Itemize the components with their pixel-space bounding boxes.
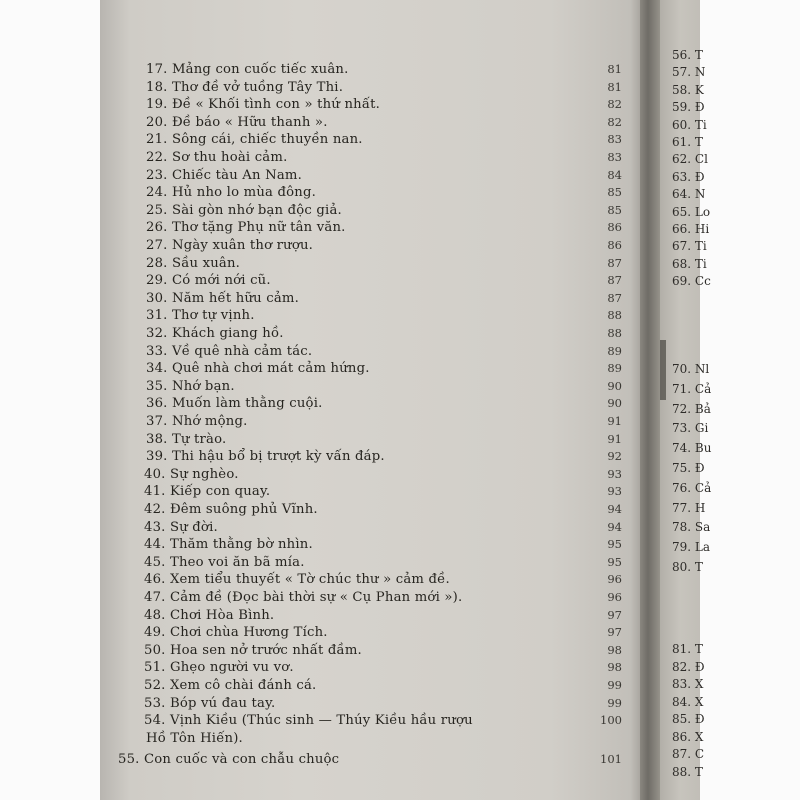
toc-entry-page-number: 91	[607, 414, 622, 428]
toc-entry-title: 34. Quê nhà chơi mát cảm hứng.	[146, 361, 370, 377]
facing-page-entry-fragment: 79. La	[672, 540, 711, 555]
toc-entry-title: Hồ Tôn Hiến).	[146, 730, 243, 746]
facing-page-entry-fragment: 71. Cả	[672, 381, 712, 396]
toc-entry-page-number: 97	[607, 625, 622, 640]
toc-entry-page-number: 89	[607, 361, 622, 376]
facing-page-entry-fragment: 58. K	[672, 82, 704, 97]
facing-page-entry-fragment: 63. Đ	[672, 169, 705, 184]
facing-page-entry-fragment: 64. N	[672, 187, 706, 202]
toc-entry-title: 39. Thi hậu bổ bị trượt kỳ vấn đáp.	[146, 449, 385, 465]
left-book-page	[100, 0, 645, 800]
book-gutter	[640, 0, 662, 800]
facing-page-entry-fragment: 80. T	[672, 560, 703, 574]
facing-page-entry-fragment: 87. C	[672, 747, 705, 761]
toc-entry-page-number: 85	[607, 185, 622, 200]
facing-page-entry-fragment: 72. Bả	[672, 401, 711, 416]
toc-entry-title: 27. Ngày xuân thơ rượu.	[146, 238, 314, 253]
toc-entry-title: 55. Con cuốc và con chẫu chuộc	[118, 752, 340, 768]
toc-entry-page-number: 85	[607, 202, 622, 217]
facing-page-entry-fragment: 73. Gi	[672, 421, 709, 436]
toc-entry-page-number: 87	[607, 290, 622, 305]
facing-page-entry-fragment: 60. Ti	[672, 117, 707, 132]
toc-entry-page-number: 89	[607, 343, 622, 358]
toc-entry-title: 17. Mảng con cuốc tiếc xuân.	[146, 62, 349, 77]
toc-entry-page-number: 84	[607, 167, 622, 182]
toc-entry-title: 24. Hủ nho lo mùa đông.	[146, 185, 316, 201]
toc-entry-title: 30. Năm hết hữu cảm.	[146, 290, 299, 306]
toc-entry-title: 48. Chơi Hòa Bình.	[144, 607, 275, 623]
toc-entry-page-number: 95	[607, 554, 622, 569]
facing-page-entry-fragment: 75. Đ	[672, 461, 705, 475]
facing-page-entry-fragment: 86. X	[672, 729, 704, 744]
toc-entry-page-number: 87	[607, 255, 622, 270]
toc-entry-title: 20. Đề báo « Hữu thanh ».	[146, 114, 328, 130]
toc-entry-page-number: 90	[607, 378, 622, 393]
facing-page-entry-fragment: 76. Cả	[672, 480, 712, 495]
facing-page-edge	[660, 0, 712, 800]
toc-entry-page-number: 94	[607, 502, 622, 516]
toc-entry-title: 40. Sự nghèo.	[144, 466, 239, 482]
toc-entry-title: 54. Vịnh Kiều (Thúc sinh — Thúy Kiều hầu rượu	[144, 713, 473, 729]
toc-entry-title: 21. Sông cái, chiếc thuyền nan.	[146, 132, 363, 148]
toc-entry-page-number: 87	[607, 273, 622, 288]
toc-entry-page-number: 95	[607, 537, 622, 552]
toc-entry-page-number: 96	[607, 572, 622, 587]
facing-page-entry-fragment: 70. Nl	[672, 362, 710, 376]
toc-entry-page-number: 100	[600, 713, 622, 728]
facing-page-entry-fragment: 81. T	[672, 642, 703, 656]
facing-page-entry-fragment: 68. Ti	[672, 256, 707, 271]
toc-entry-title: 37. Nhớ mộng.	[146, 414, 248, 429]
facing-page-entry-fragment: 69. Cc	[672, 274, 711, 289]
facing-page-entry-fragment: 77. H	[672, 500, 706, 515]
facing-page-entry-fragment: 62. Cl	[672, 152, 708, 167]
toc-entry-page-number: 93	[607, 484, 622, 499]
toc-entry-page-number: 86	[607, 220, 622, 235]
toc-entry-page-number: 92	[607, 449, 622, 464]
toc-entry-page-number: 98	[607, 642, 622, 657]
toc-entry-page-number: 99	[607, 678, 622, 692]
toc-entry-title: 31. Thơ tự vịnh.	[146, 308, 255, 324]
toc-entry-page-number: 94	[607, 519, 622, 534]
toc-entry-title: 43. Sự đời.	[144, 519, 218, 535]
toc-entry-title: 49. Chơi chùa Hương Tích.	[144, 625, 328, 641]
toc-entry-title: 51. Ghẹo người vu vơ.	[144, 660, 294, 676]
toc-entry-title: 38. Tự trào.	[146, 431, 227, 447]
page-shadow-mark	[660, 340, 666, 400]
toc-entry-title: 44. Thăm thằng bờ nhìn.	[144, 537, 313, 553]
facing-page-entry-fragment: 66. Hi	[672, 222, 710, 236]
toc-entry-page-number: 98	[607, 660, 622, 675]
toc-entry-title: 26. Thơ tặng Phụ nữ tân văn.	[146, 220, 346, 236]
toc-entry-title: 25. Sài gòn nhớ bạn độc giả.	[146, 202, 342, 218]
facing-page-entry-fragment: 74. Bu	[672, 441, 712, 456]
toc-entry-page-number: 88	[607, 308, 622, 323]
toc-entry-page-number: 99	[607, 695, 622, 710]
facing-page-entry-fragment: 59. Đ	[672, 100, 705, 115]
toc-entry-title: 47. Cảm đề (Đọc bài thời sự « Cụ Phan mới »).	[144, 590, 463, 605]
toc-entry-title: 50. Hoa sen nở trước nhất đầm.	[144, 642, 362, 658]
toc-entry-page-number: 101	[600, 752, 622, 767]
toc-entry-title: 18. Thơ đề vở tuồng Tây Thi.	[146, 79, 344, 95]
toc-entry-page-number: 97	[607, 607, 622, 622]
toc-entry-title: 19. Đề « Khối tình con » thứ nhất.	[146, 97, 381, 113]
toc-entry-page-number: 81	[607, 62, 622, 76]
facing-page-entry-fragment: 57. N	[672, 65, 706, 80]
facing-page-entry-fragment: 85. Đ	[672, 712, 705, 726]
toc-entry-page-number: 82	[607, 97, 622, 112]
facing-page-entry-fragment: 78. Sa	[672, 520, 711, 535]
toc-entry-page-number: 83	[607, 150, 622, 164]
toc-entry-title: 36. Muốn làm thằng cuội.	[146, 396, 323, 412]
facing-page-entry-fragment: 65. Lo	[672, 204, 711, 219]
toc-entry-title: 45. Theo voi ăn bã mía.	[144, 554, 305, 570]
facing-page-entry-fragment: 83. X	[672, 677, 704, 691]
toc-entry-page-number: 96	[607, 590, 622, 604]
toc-entry-title: 53. Bóp vú đau tay.	[144, 695, 276, 711]
toc-entry-page-number: 81	[607, 79, 622, 94]
toc-entry-page-number: 91	[607, 431, 622, 446]
toc-entry-title: 22. Sơ thu hoài cảm.	[146, 150, 288, 165]
facing-page-entry-fragment: 82. Đ	[672, 659, 705, 674]
toc-entry-title: 29. Có mới nới cũ.	[146, 273, 271, 289]
toc-entry-title: 32. Khách giang hồ.	[146, 326, 284, 341]
facing-page-entry-fragment: 84. X	[672, 694, 704, 709]
toc-entry-page-number: 93	[607, 466, 622, 481]
toc-entry-page-number: 83	[607, 132, 622, 147]
toc-entry-title: 52. Xem cô chài đánh cá.	[144, 678, 317, 693]
toc-entry-title: 41. Kiếp con quay.	[144, 484, 271, 500]
toc-entry-page-number: 88	[607, 326, 622, 340]
toc-entry-page-number: 90	[607, 396, 622, 411]
toc-entry-page-number: 82	[607, 114, 622, 129]
toc-entry-title: 46. Xem tiểu thuyết « Tờ chúc thư » cảm đề.	[144, 572, 450, 588]
facing-page-entry-fragment: 61. T	[672, 135, 703, 149]
facing-page-entry-fragment: 56. T	[672, 48, 703, 62]
toc-entry-title: 28. Sầu xuân.	[146, 255, 241, 271]
toc-entry-title: 33. Về quê nhà cảm tác.	[146, 343, 313, 359]
toc-entry-title: 23. Chiếc tàu An Nam.	[146, 167, 303, 183]
facing-page-entry-fragment: 88. T	[672, 764, 703, 779]
toc-entry-page-number: 86	[607, 238, 622, 252]
facing-page-entry-fragment: 67. Ti	[672, 239, 707, 254]
toc-entry-title: 35. Nhớ bạn.	[146, 378, 235, 394]
toc-entry-title: 42. Đêm suông phủ Vĩnh.	[144, 502, 318, 517]
